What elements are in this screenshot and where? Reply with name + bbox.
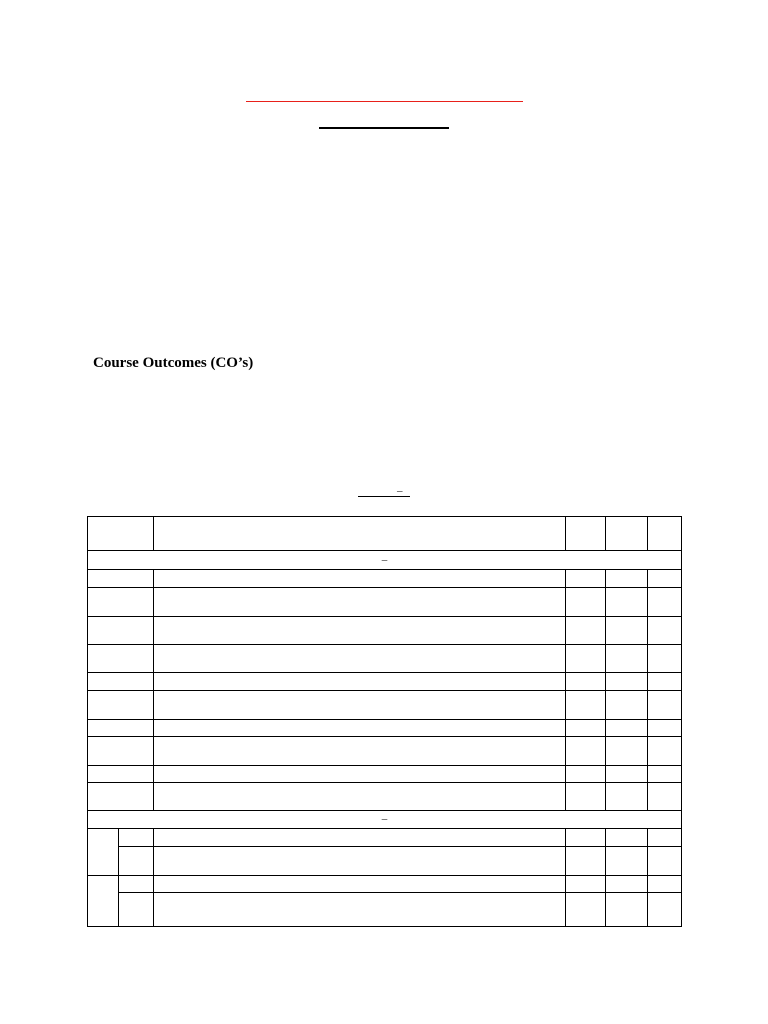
question-number-cell bbox=[88, 876, 119, 927]
table-row bbox=[88, 588, 682, 617]
table-row bbox=[88, 893, 682, 927]
table-row bbox=[88, 617, 682, 645]
question-paper-heading-underline bbox=[358, 496, 410, 497]
question-table bbox=[87, 516, 682, 927]
table-row bbox=[88, 783, 682, 811]
table-row bbox=[88, 737, 682, 766]
table-row bbox=[88, 673, 682, 691]
question-number-cell bbox=[88, 829, 119, 876]
table-row bbox=[88, 847, 682, 876]
header-cell-co bbox=[606, 517, 648, 551]
header-cell-qno bbox=[88, 517, 154, 551]
table-row bbox=[88, 645, 682, 673]
course-outcomes-heading: Course Outcomes (CO’s) bbox=[93, 355, 254, 371]
table-row bbox=[88, 720, 682, 737]
part-a-heading bbox=[88, 551, 682, 570]
part-b-heading bbox=[88, 811, 682, 829]
table-row bbox=[88, 766, 682, 783]
subtitle-underline bbox=[319, 127, 449, 129]
table-header-row bbox=[88, 517, 682, 551]
table-row bbox=[88, 570, 682, 588]
part-a-heading-row bbox=[88, 551, 682, 570]
part-b-mark: – bbox=[381, 813, 388, 825]
question-paper-part-mark: – bbox=[397, 485, 403, 497]
header-cell-marks bbox=[566, 517, 606, 551]
header-cell-question bbox=[154, 517, 566, 551]
header-cell-bl bbox=[648, 517, 682, 551]
part-b-heading-row bbox=[88, 811, 682, 829]
table-row bbox=[88, 876, 682, 893]
part-a-mark: – bbox=[381, 553, 388, 566]
red-title-rule bbox=[246, 101, 523, 102]
table-row bbox=[88, 691, 682, 720]
table-row bbox=[88, 829, 682, 847]
